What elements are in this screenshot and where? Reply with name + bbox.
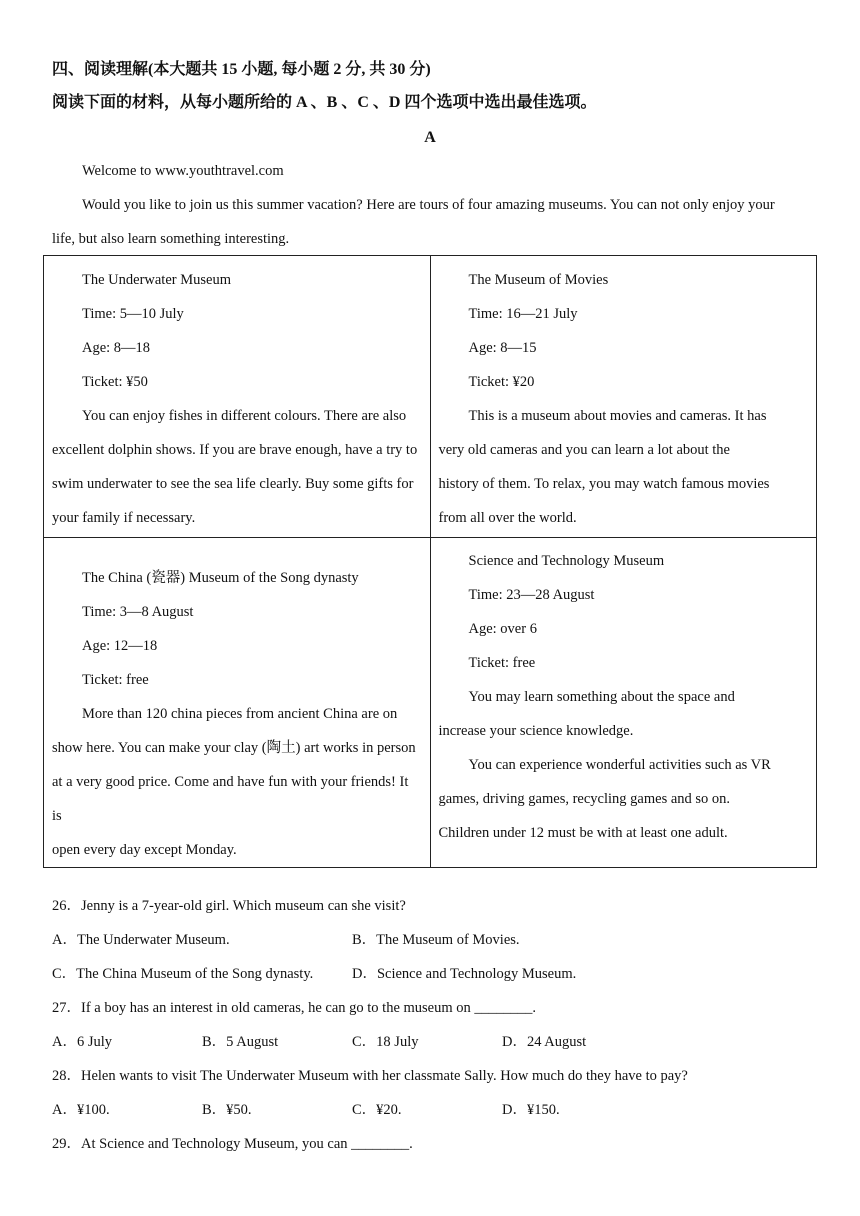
museum-desc-line: Children under 12 must be with at least one adult.: [438, 825, 728, 841]
intro-line-2: life, but also learn something interesting.: [52, 231, 290, 247]
museum-desc-line: very old cameras and you can learn a lot about the: [438, 442, 730, 458]
museum-ticket: Ticket: free: [82, 672, 149, 688]
question-stem-29: 29．At Science and Technology Museum, you can ________.: [52, 1136, 413, 1152]
museum-desc-line: You can experience wonderful activities such as VR: [468, 757, 771, 773]
museum-ticket: Ticket: ¥20: [468, 374, 535, 390]
museum-name: Science and Technology Museum: [468, 553, 665, 569]
museum-name: The Underwater Museum: [82, 272, 231, 288]
museum-desc-line: More than 120 china pieces from ancient China are on: [82, 706, 398, 722]
museum-card-movies: [430, 256, 817, 538]
museum-age: Age: 12—18: [82, 638, 158, 654]
question-options-28: [52, 1100, 812, 1120]
museum-name: The Museum of Movies: [468, 272, 609, 288]
museum-table: [43, 255, 817, 868]
question-stem-26: 26．Jenny is a 7-year-old girl. Which museum can she visit?: [52, 898, 406, 914]
museum-desc-line: open every day except Monday.: [52, 842, 237, 858]
museum-time: Time: 5—10 July: [82, 306, 184, 322]
museum-time: Time: 23—28 August: [468, 587, 595, 603]
museum-time: Time: 3—8 August: [82, 604, 194, 620]
museum-desc-line: This is a museum about movies and cameras. It has: [468, 408, 767, 424]
section-title: 四、阅读理解(本大题共 15 小题, 每小题 2 分, 共 30 分): [52, 61, 431, 78]
option-d[interactable]: D．24 August: [502, 1034, 587, 1050]
museum-desc-line: You can enjoy fishes in different colours. There are also: [82, 408, 407, 424]
question-options-27: [52, 1032, 812, 1052]
museum-card-china: [44, 538, 431, 868]
question-stem-28: 28．Helen wants to visit The Underwater Museum with her classmate Sally. How much do they have to pay?: [52, 1068, 688, 1084]
question-stem-27: 27．If a boy has an interest in old cameras, he can go to the museum on ________.: [52, 1000, 537, 1016]
museum-ticket: Ticket: ¥50: [82, 374, 148, 390]
option-d[interactable]: D．¥150.: [502, 1102, 560, 1118]
museum-desc-line: You may learn something about the space and: [468, 689, 735, 705]
option-d[interactable]: D．Science and Technology Museum.: [352, 966, 577, 982]
welcome-line: Welcome to www.youthtravel.com: [82, 163, 284, 179]
question-options-26-row2: [52, 964, 812, 984]
option-b[interactable]: B．5 August: [202, 1034, 279, 1050]
museum-ticket: Ticket: free: [468, 655, 536, 671]
intro-line-1: Would you like to join us this summer vacation? Here are tours of four amazing museums. You can not only enjoy your: [82, 197, 775, 213]
option-a[interactable]: A．The Underwater Museum.: [52, 932, 230, 948]
question-options-26: [52, 930, 812, 950]
museum-desc-line: excellent dolphin shows. If you are brave enough, have a try to: [52, 442, 418, 458]
museum-desc-line: swim underwater to see the sea life clearly. Buy some gifts for: [52, 476, 414, 492]
museum-age: Age: 8—15: [468, 340, 537, 356]
option-c[interactable]: C．18 July: [352, 1034, 419, 1050]
museum-desc-line: increase your science knowledge.: [438, 723, 634, 739]
museum-desc-line: at a very good price. Come and have fun with your friends! It is: [52, 774, 409, 824]
museum-desc-line: your family if necessary.: [52, 510, 196, 526]
museum-card-underwater: [44, 256, 431, 538]
museum-age: Age: 8—18: [82, 340, 151, 356]
option-b[interactable]: B．¥50.: [202, 1102, 252, 1118]
option-c[interactable]: C．The China Museum of the Song dynasty.: [52, 966, 314, 982]
museum-desc-line: games, driving games, recycling games and so on.: [438, 791, 731, 807]
museum-desc-line: from all over the world.: [438, 510, 577, 526]
museum-card-science: [430, 538, 817, 868]
museum-time: Time: 16—21 July: [468, 306, 578, 322]
option-c[interactable]: C．¥20.: [352, 1102, 402, 1118]
option-a[interactable]: A．¥100.: [52, 1102, 110, 1118]
option-b[interactable]: B．The Museum of Movies.: [352, 932, 520, 948]
option-a[interactable]: A．6 July: [52, 1034, 113, 1050]
museum-age: Age: over 6: [468, 621, 537, 637]
section-instruction: 阅读下面的材料，从每小题所给的 A 、B 、C 、D 四个选项中选出最佳选项。: [52, 94, 597, 111]
passage-label: A: [424, 129, 436, 146]
museum-desc-line: show here. You can make your clay (陶土) art works in person: [52, 740, 416, 756]
museum-name: The China (瓷器) Museum of the Song dynasty: [82, 570, 359, 586]
museum-desc-line: history of them. To relax, you may watch famous movies: [438, 476, 770, 492]
